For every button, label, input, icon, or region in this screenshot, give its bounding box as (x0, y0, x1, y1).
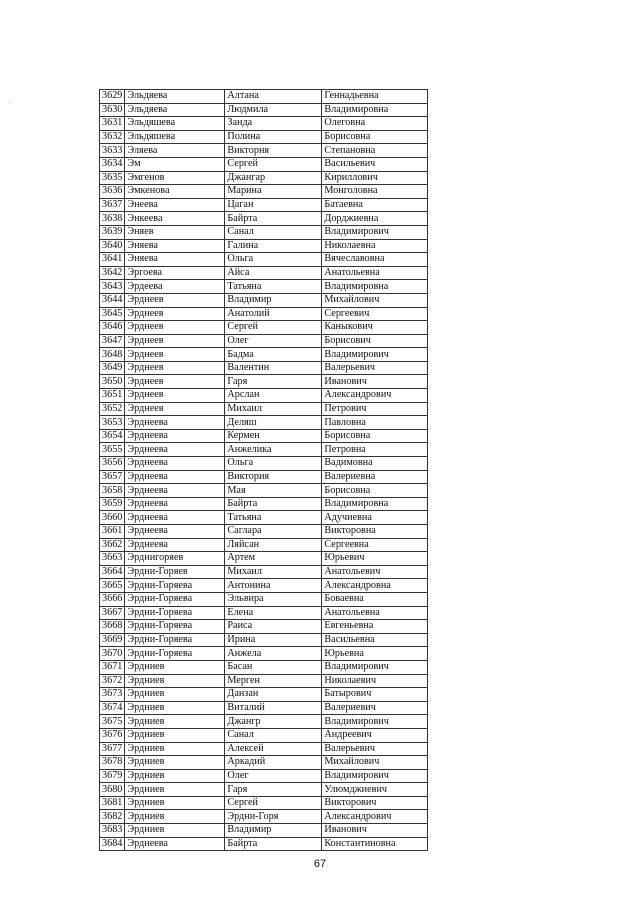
table-row (100, 552, 428, 566)
table-row (100, 266, 428, 280)
first-name-cell: Анатолий (225, 307, 322, 321)
surname-cell: Эльдяшева (125, 117, 225, 131)
surname-cell: Эльдяева (125, 90, 225, 104)
patronymic-cell: Васильевич (322, 157, 428, 171)
patronymic-cell: Вадимовна (322, 457, 428, 471)
first-name-cell: Михаил (225, 402, 322, 416)
first-name-cell: Виктория (225, 470, 322, 484)
patronymic-cell: Викторовна (322, 525, 428, 539)
table-row (100, 688, 428, 702)
row-number-cell: 3648 (100, 348, 125, 362)
name-list-table (99, 89, 428, 851)
row-number-cell: 3638 (100, 212, 125, 226)
first-name-cell: Цаган (225, 198, 322, 212)
row-number-cell: 3673 (100, 688, 125, 702)
row-number-cell: 3665 (100, 579, 125, 593)
row-number-cell: 3670 (100, 647, 125, 661)
row-number-cell: 3661 (100, 525, 125, 539)
first-name-cell: Ольга (225, 253, 322, 267)
table-row (100, 429, 428, 443)
patronymic-cell: Батаевна (322, 198, 428, 212)
row-number-cell: 3677 (100, 742, 125, 756)
row-number-cell: 3654 (100, 429, 125, 443)
table-row (100, 375, 428, 389)
first-name-cell: Кермен (225, 429, 322, 443)
patronymic-cell: Валерьевич (322, 361, 428, 375)
table-row (100, 103, 428, 117)
row-number-cell: 3629 (100, 90, 125, 104)
row-number-cell: 3630 (100, 103, 125, 117)
row-number-cell: 3676 (100, 728, 125, 742)
surname-cell: Эрдниев (125, 660, 225, 674)
table-row (100, 484, 428, 498)
surname-cell: Эрдни-Горяев (125, 565, 225, 579)
surname-cell: Эрднеева (125, 484, 225, 498)
surname-cell: Эрднеева (125, 837, 225, 851)
table-row (100, 171, 428, 185)
first-name-cell: Ольга (225, 457, 322, 471)
table-row (100, 457, 428, 471)
table-row (100, 742, 428, 756)
table-row (100, 90, 428, 104)
surname-cell: Эрднеева (125, 538, 225, 552)
table-row (100, 538, 428, 552)
row-number-cell: 3650 (100, 375, 125, 389)
table-body (100, 90, 428, 851)
first-name-cell: Арслан (225, 389, 322, 403)
row-number-cell: 3682 (100, 810, 125, 824)
surname-cell: Эняева (125, 239, 225, 253)
row-number-cell: 3675 (100, 715, 125, 729)
scan-mark: . (8, 97, 10, 105)
table-row (100, 701, 428, 715)
first-name-cell: Байрта (225, 497, 322, 511)
surname-cell: Эняева (125, 253, 225, 267)
row-number-cell: 3646 (100, 321, 125, 335)
patronymic-cell: Владимирович (322, 769, 428, 783)
patronymic-cell: Владимирович (322, 348, 428, 362)
surname-cell: Эрднеев (125, 307, 225, 321)
patronymic-cell: Валериевна (322, 470, 428, 484)
surname-cell: Эрдни-Горяева (125, 606, 225, 620)
surname-cell: Эрднеева (125, 470, 225, 484)
row-number-cell: 3634 (100, 157, 125, 171)
surname-cell: Эрднеев (125, 361, 225, 375)
first-name-cell: Сергей (225, 157, 322, 171)
surname-cell: Эрднеев (125, 348, 225, 362)
patronymic-cell: Викторович (322, 796, 428, 810)
table-row (100, 824, 428, 838)
surname-cell: Энеева (125, 198, 225, 212)
row-number-cell: 3633 (100, 144, 125, 158)
patronymic-cell: Юрьевна (322, 647, 428, 661)
first-name-cell: Марина (225, 185, 322, 199)
first-name-cell: Гаря (225, 783, 322, 797)
patronymic-cell: Борисовна (322, 130, 428, 144)
row-number-cell: 3656 (100, 457, 125, 471)
table-row (100, 511, 428, 525)
table-row (100, 606, 428, 620)
first-name-cell: Джангар (225, 171, 322, 185)
table-row (100, 633, 428, 647)
surname-cell: Эрднеева (125, 457, 225, 471)
table-row (100, 837, 428, 851)
row-number-cell: 3644 (100, 293, 125, 307)
first-name-cell: Раиса (225, 620, 322, 634)
row-number-cell: 3641 (100, 253, 125, 267)
surname-cell: Эрдни-Горяева (125, 633, 225, 647)
first-name-cell: Аркадий (225, 756, 322, 770)
table-row (100, 361, 428, 375)
table-row (100, 769, 428, 783)
patronymic-cell: Петрович (322, 402, 428, 416)
row-number-cell: 3640 (100, 239, 125, 253)
row-number-cell: 3635 (100, 171, 125, 185)
table-row (100, 620, 428, 634)
surname-cell: Эрдниев (125, 769, 225, 783)
first-name-cell: Валентин (225, 361, 322, 375)
first-name-cell: Татьяна (225, 280, 322, 294)
patronymic-cell: Сергеевна (322, 538, 428, 552)
first-name-cell: Байрта (225, 212, 322, 226)
surname-cell: Эрдниев (125, 688, 225, 702)
table-row (100, 198, 428, 212)
surname-cell: Эляева (125, 144, 225, 158)
surname-cell: Эрднеева (125, 416, 225, 430)
row-number-cell: 3632 (100, 130, 125, 144)
surname-cell: Эрдни-Горяева (125, 620, 225, 634)
surname-cell: Эрднеев (125, 375, 225, 389)
table-row (100, 185, 428, 199)
patronymic-cell: Владимировна (322, 280, 428, 294)
row-number-cell: 3659 (100, 497, 125, 511)
patronymic-cell: Владимирович (322, 225, 428, 239)
patronymic-cell: Александрович (322, 389, 428, 403)
surname-cell: Эрднигоряев (125, 552, 225, 566)
surname-cell: Эрднеева (125, 525, 225, 539)
first-name-cell: Эрдни-Горя (225, 810, 322, 824)
first-name-cell: Владимир (225, 293, 322, 307)
patronymic-cell: Борисович (322, 334, 428, 348)
row-number-cell: 3664 (100, 565, 125, 579)
surname-cell: Эрдниев (125, 742, 225, 756)
row-number-cell: 3636 (100, 185, 125, 199)
patronymic-cell: Борисовна (322, 484, 428, 498)
first-name-cell: Сергей (225, 796, 322, 810)
table-row (100, 280, 428, 294)
table-row (100, 144, 428, 158)
surname-cell: Эрдниев (125, 715, 225, 729)
surname-cell: Эрдниев (125, 783, 225, 797)
first-name-cell: Саглара (225, 525, 322, 539)
surname-cell: Эрдни-Горяева (125, 647, 225, 661)
table-row (100, 212, 428, 226)
surname-cell: Эргоева (125, 266, 225, 280)
table-row (100, 225, 428, 239)
first-name-cell: Гаря (225, 375, 322, 389)
first-name-cell: Алтана (225, 90, 322, 104)
patronymic-cell: Валерьевич (322, 742, 428, 756)
patronymic-cell: Анатольевич (322, 565, 428, 579)
row-number-cell: 3652 (100, 402, 125, 416)
patronymic-cell: Степановна (322, 144, 428, 158)
table-row (100, 389, 428, 403)
surname-cell: Эрдниев (125, 824, 225, 838)
table-row (100, 579, 428, 593)
patronymic-cell: Михайлович (322, 756, 428, 770)
row-number-cell: 3657 (100, 470, 125, 484)
patronymic-cell: Константиновна (322, 837, 428, 851)
row-number-cell: 3663 (100, 552, 125, 566)
first-name-cell: Мая (225, 484, 322, 498)
first-name-cell: Мерген (225, 674, 322, 688)
table-row (100, 334, 428, 348)
surname-cell: Эрдниев (125, 728, 225, 742)
patronymic-cell: Владимирович (322, 660, 428, 674)
row-number-cell: 3671 (100, 660, 125, 674)
patronymic-cell: Валериевич (322, 701, 428, 715)
first-name-cell: Полина (225, 130, 322, 144)
patronymic-cell: Боваевна (322, 592, 428, 606)
first-name-cell: Сергей (225, 321, 322, 335)
first-name-cell: Антонина (225, 579, 322, 593)
first-name-cell: Джангр (225, 715, 322, 729)
row-number-cell: 3660 (100, 511, 125, 525)
surname-cell: Эрднеев (125, 321, 225, 335)
table-row (100, 756, 428, 770)
row-number-cell: 3667 (100, 606, 125, 620)
surname-cell: Эмкенова (125, 185, 225, 199)
first-name-cell: Виталий (225, 701, 322, 715)
patronymic-cell: Иванович (322, 824, 428, 838)
table-row (100, 443, 428, 457)
patronymic-cell: Монголовна (322, 185, 428, 199)
surname-cell: Эрднеева (125, 443, 225, 457)
table-row (100, 321, 428, 335)
table-row (100, 660, 428, 674)
surname-cell: Эм (125, 157, 225, 171)
row-number-cell: 3643 (100, 280, 125, 294)
surname-cell: Эрдниев (125, 796, 225, 810)
surname-cell: Эрднеев (125, 293, 225, 307)
row-number-cell: 3679 (100, 769, 125, 783)
row-number-cell: 3678 (100, 756, 125, 770)
patronymic-cell: Петровна (322, 443, 428, 457)
surname-cell: Эрдеева (125, 280, 225, 294)
patronymic-cell: Иванович (322, 375, 428, 389)
patronymic-cell: Александрович (322, 810, 428, 824)
table-row (100, 525, 428, 539)
surname-cell: Эрдни-Горяева (125, 592, 225, 606)
first-name-cell: Артем (225, 552, 322, 566)
patronymic-cell: Николаевна (322, 239, 428, 253)
patronymic-cell: Улюмджиевич (322, 783, 428, 797)
surname-cell: Эрднеев (125, 334, 225, 348)
table-row (100, 565, 428, 579)
first-name-cell: Айса (225, 266, 322, 280)
row-number-cell: 3655 (100, 443, 125, 457)
first-name-cell: Олег (225, 334, 322, 348)
table-row (100, 348, 428, 362)
first-name-cell: Санал (225, 728, 322, 742)
table-row (100, 592, 428, 606)
surname-cell: Эрдниев (125, 674, 225, 688)
patronymic-cell: Геннадьевна (322, 90, 428, 104)
surname-cell: Эмгенов (125, 171, 225, 185)
surname-cell: Эльдяева (125, 103, 225, 117)
first-name-cell: Байрта (225, 837, 322, 851)
row-number-cell: 3651 (100, 389, 125, 403)
patronymic-cell: Олеговна (322, 117, 428, 131)
surname-cell: Эрднеев (125, 389, 225, 403)
first-name-cell: Алексей (225, 742, 322, 756)
surname-cell: Эльдяшева (125, 130, 225, 144)
surname-cell: Эрдниев (125, 701, 225, 715)
first-name-cell: Анжелика (225, 443, 322, 457)
first-name-cell: Ляйсан (225, 538, 322, 552)
first-name-cell: Ирина (225, 633, 322, 647)
patronymic-cell: Павловна (322, 416, 428, 430)
patronymic-cell: Владимировна (322, 103, 428, 117)
patronymic-cell: Борисовна (322, 429, 428, 443)
patronymic-cell: Владимировна (322, 497, 428, 511)
row-number-cell: 3681 (100, 796, 125, 810)
surname-cell: Эрдниев (125, 756, 225, 770)
patronymic-cell: Васильевна (322, 633, 428, 647)
surname-cell: Эрдни-Горяева (125, 579, 225, 593)
patronymic-cell: Андреевич (322, 728, 428, 742)
table-row (100, 157, 428, 171)
table-row (100, 470, 428, 484)
row-number-cell: 3668 (100, 620, 125, 634)
table-row (100, 130, 428, 144)
row-number-cell: 3683 (100, 824, 125, 838)
first-name-cell: Галина (225, 239, 322, 253)
table-row (100, 647, 428, 661)
row-number-cell: 3647 (100, 334, 125, 348)
first-name-cell: Людмила (225, 103, 322, 117)
table-row (100, 253, 428, 267)
patronymic-cell: Михайлович (322, 293, 428, 307)
row-number-cell: 3662 (100, 538, 125, 552)
table-row (100, 796, 428, 810)
row-number-cell: 3642 (100, 266, 125, 280)
patronymic-cell: Вячеславовна (322, 253, 428, 267)
first-name-cell: Данзан (225, 688, 322, 702)
surname-cell: Эрднеева (125, 497, 225, 511)
row-number-cell: 3680 (100, 783, 125, 797)
surname-cell: Эрднеева (125, 511, 225, 525)
row-number-cell: 3653 (100, 416, 125, 430)
patronymic-cell: Анатольевна (322, 266, 428, 280)
patronymic-cell: Анатольевна (322, 606, 428, 620)
surname-cell: Эрднеева (125, 429, 225, 443)
row-number-cell: 3674 (100, 701, 125, 715)
table-row (100, 810, 428, 824)
patronymic-cell: Сергеевич (322, 307, 428, 321)
patronymic-cell: Дорджиевна (322, 212, 428, 226)
row-number-cell: 3639 (100, 225, 125, 239)
first-name-cell: Михаил (225, 565, 322, 579)
row-number-cell: 3645 (100, 307, 125, 321)
first-name-cell: Санал (225, 225, 322, 239)
patronymic-cell: Кириллович (322, 171, 428, 185)
row-number-cell: 3658 (100, 484, 125, 498)
first-name-cell: Занда (225, 117, 322, 131)
patronymic-cell: Батырович (322, 688, 428, 702)
first-name-cell: Елена (225, 606, 322, 620)
table-row (100, 728, 428, 742)
surname-cell: Энкеева (125, 212, 225, 226)
surname-cell: Эняев (125, 225, 225, 239)
row-number-cell: 3669 (100, 633, 125, 647)
table-row (100, 416, 428, 430)
table-row (100, 239, 428, 253)
surname-cell: Эрдниев (125, 810, 225, 824)
surname-cell: Эрднеев (125, 402, 225, 416)
first-name-cell: Анжела (225, 647, 322, 661)
patronymic-cell: Александровна (322, 579, 428, 593)
first-name-cell: Деляш (225, 416, 322, 430)
row-number-cell: 3649 (100, 361, 125, 375)
patronymic-cell: Евгеньевна (322, 620, 428, 634)
first-name-cell: Владимир (225, 824, 322, 838)
first-name-cell: Басан (225, 660, 322, 674)
table-row (100, 497, 428, 511)
first-name-cell: Викторня (225, 144, 322, 158)
table-row (100, 293, 428, 307)
table-row (100, 117, 428, 131)
patronymic-cell: Юрьевич (322, 552, 428, 566)
table-row (100, 402, 428, 416)
first-name-cell: Бадма (225, 348, 322, 362)
row-number-cell: 3672 (100, 674, 125, 688)
first-name-cell: Эльвира (225, 592, 322, 606)
table-row (100, 307, 428, 321)
row-number-cell: 3666 (100, 592, 125, 606)
table-row (100, 783, 428, 797)
row-number-cell: 3631 (100, 117, 125, 131)
row-number-cell: 3684 (100, 837, 125, 851)
patronymic-cell: Владимирович (322, 715, 428, 729)
patronymic-cell: Каныкович (322, 321, 428, 335)
table-row (100, 674, 428, 688)
first-name-cell: Татьяна (225, 511, 322, 525)
patronymic-cell: Николаевич (322, 674, 428, 688)
table-row (100, 715, 428, 729)
page-number: 67 (313, 858, 327, 870)
patronymic-cell: Адучиевна (322, 511, 428, 525)
first-name-cell: Олег (225, 769, 322, 783)
row-number-cell: 3637 (100, 198, 125, 212)
